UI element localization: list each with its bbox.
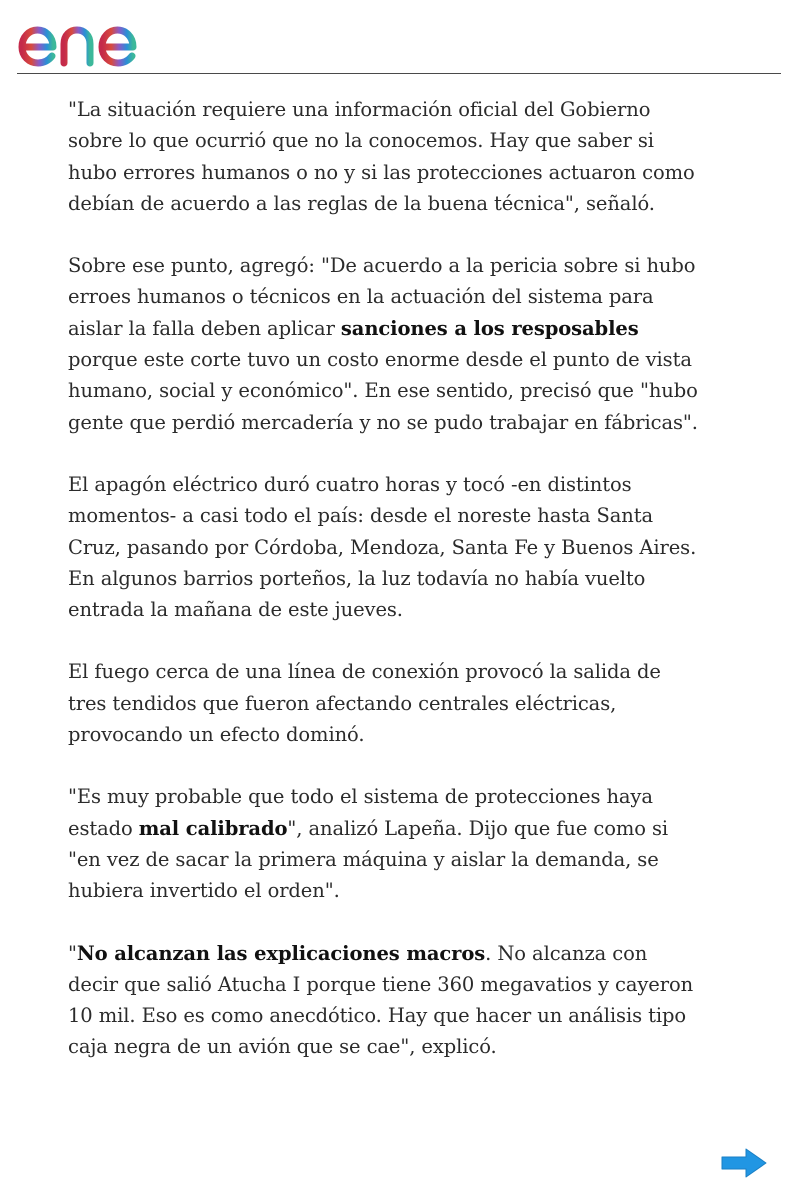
paragraph-6-bold-explicaciones: No alcanzan las explicaciones macros (76, 941, 486, 965)
paragraph-2-bold-sanciones: sanciones a los resposables (340, 316, 639, 340)
paragraph-6-text-after: . No alcanza con decir que salió Atucha I porque tiene 360 megavatios y cayeron 10 mil. Eso es como anecdótico. Hay que hacer un análisis tipo caja negra de un avión que se cae", explicó. (68, 941, 694, 1059)
arrow-right-icon[interactable] (719, 1146, 769, 1180)
page-header (0, 0, 800, 76)
paragraph-2-text-after: porque este corte tuvo un costo enorme desde el punto de vista humano, social y económico". En ese sentido, precisó que "hubo gente que perdió mercadería y no se pudo trabajar en fábricas". (68, 348, 698, 434)
paragraph-6 (68, 938, 698, 1063)
paragraph-2-text-before: Sobre ese punto, agregó: "De acuerdo a la pericia sobre si hubo erroes humanos o técnicos en la actuación del sistema para aislar la falla deben aplicar (68, 254, 696, 340)
header-divider (17, 73, 781, 74)
paragraph-3: El apagón eléctrico duró cuatro horas y tocó -en distintos momentos- a casi todo el país: desde el noreste hasta Santa Cruz, pasando por Córdoba, Mendoza, Santa Fe y Buenos Aires. En algunos barrios porteños, la luz todavía no había vuelto entrada la mañana de este jueves. (68, 472, 697, 622)
paragraph-5-text-before: "Es muy probable que todo el sistema de protecciones haya estado (68, 785, 653, 840)
article-body (68, 94, 698, 1063)
paragraph-1: "La situación requiere una información oficial del Gobierno sobre lo que ocurrió que no la conocemos. Hay que saber si hubo errores humanos o no y si las protecciones actuaron como debían de acuerdo a las reglas de la buena técnica", señaló. (68, 98, 695, 215)
paragraph-2 (68, 250, 698, 438)
paragraph-5-text-after: ", analizó Lapeña. Dijo que fue como si "en vez de sacar la primera máquina y aislar la demanda, se hubiera invertido el orden". (68, 816, 669, 903)
paragraph-6-text-before: " (68, 941, 77, 965)
paragraph-4: El fuego cerca de una línea de conexión provocó la salida de tres tendidos que fueron afectando centrales eléctricas, provocando un efecto dominó. (68, 660, 661, 747)
paragraph-5 (68, 781, 698, 906)
paragraph-5-bold-mal-calibrado: mal calibrado (138, 816, 288, 840)
enel-logo[interactable] (16, 14, 171, 68)
